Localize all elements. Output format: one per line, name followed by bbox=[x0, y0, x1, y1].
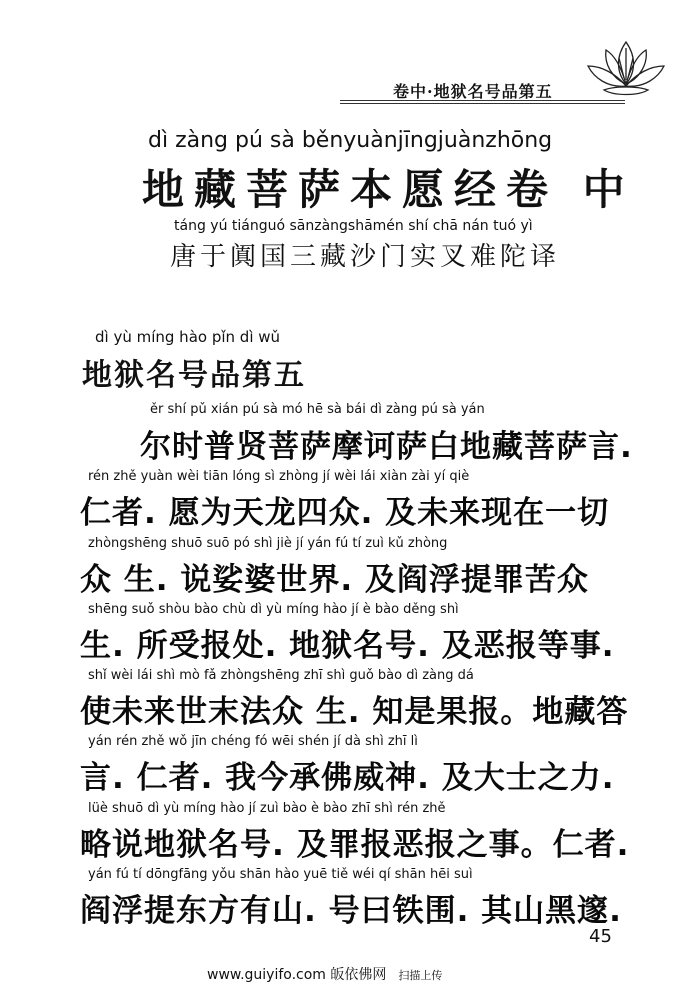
translator-pinyin: táng yú tiánguó sānzàngshāmén shí chā nán tuó yì bbox=[174, 218, 533, 234]
page-title: 地藏菩萨本愿经卷 中 bbox=[142, 165, 635, 214]
line-pinyin: lüè shuō dì yù míng hào jí zuì bào è bào zhī shì rén zhě bbox=[88, 801, 446, 816]
footer-note: 扫描上传 bbox=[398, 969, 443, 982]
line-pinyin: shǐ wèi lái shì mò fǎ zhòngshēng zhī shì guǒ bào dì zàng dá bbox=[88, 668, 474, 683]
chapter-heading: 地狱名号品第五 bbox=[82, 358, 306, 393]
lotus-icon bbox=[586, 34, 666, 102]
line-pinyin: rén zhě yuàn wèi tiān lóng sì zhòng jí wèi lái xiàn zài yí qiè bbox=[88, 469, 470, 484]
line-text: 略说地狱名号. 及罪报恶报之事。仁者. bbox=[80, 827, 630, 863]
line-text: 众 生. 说娑婆世界. 及阎浮提罪苦众 bbox=[80, 562, 589, 598]
line-text: 阎浮提东方有山. 号曰铁围. 其山黑邃. bbox=[80, 893, 622, 929]
line-pinyin: yán fú tí dōngfāng yǒu shān hào yuē tiě wéi qí shān hēi suì bbox=[88, 867, 473, 882]
header-rule bbox=[340, 100, 625, 104]
line-pinyin: shēng suǒ shòu bào chù dì yù míng hào jí è bào děng shì bbox=[88, 602, 459, 617]
line-text: 尔时普贤菩萨摩诃萨白地藏菩萨言. bbox=[140, 429, 633, 465]
line-text: 生. 所受报处. 地狱名号. 及恶报等事. bbox=[80, 628, 615, 664]
line-text: 仁者. 愿为天龙四众. 及未来现在一切 bbox=[80, 495, 610, 531]
page-number: 45 bbox=[589, 926, 612, 947]
chapter-pinyin: dì yù míng hào pǐn dì wǔ bbox=[95, 328, 281, 346]
line-text: 使未来世末法众 生. 知是果报。地藏答 bbox=[80, 694, 629, 730]
line-pinyin: ěr shí pǔ xián pú sà mó hē sà bái dì zàng pú sà yán bbox=[150, 402, 485, 417]
line-pinyin: zhòngshēng shuō suō pó shì jiè jí yán fú tí zuì kǔ zhòng bbox=[88, 536, 448, 551]
title-pinyin: dì zàng pú sà běnyuànjīngjuànzhōng bbox=[148, 128, 553, 153]
line-text: 言. 仁者. 我今承佛威神. 及大士之力. bbox=[80, 760, 615, 796]
footer-site[interactable]: www.guiyifo.com 皈依佛网 bbox=[207, 967, 387, 983]
footer bbox=[207, 964, 442, 984]
translator-line: 唐于阗国三藏沙门实叉难陀译 bbox=[170, 242, 561, 272]
running-header: 卷中·地狱名号品第五 bbox=[393, 82, 553, 101]
line-pinyin: yán rén zhě wǒ jīn chéng fó wēi shén jí dà shì zhī lì bbox=[88, 734, 418, 749]
